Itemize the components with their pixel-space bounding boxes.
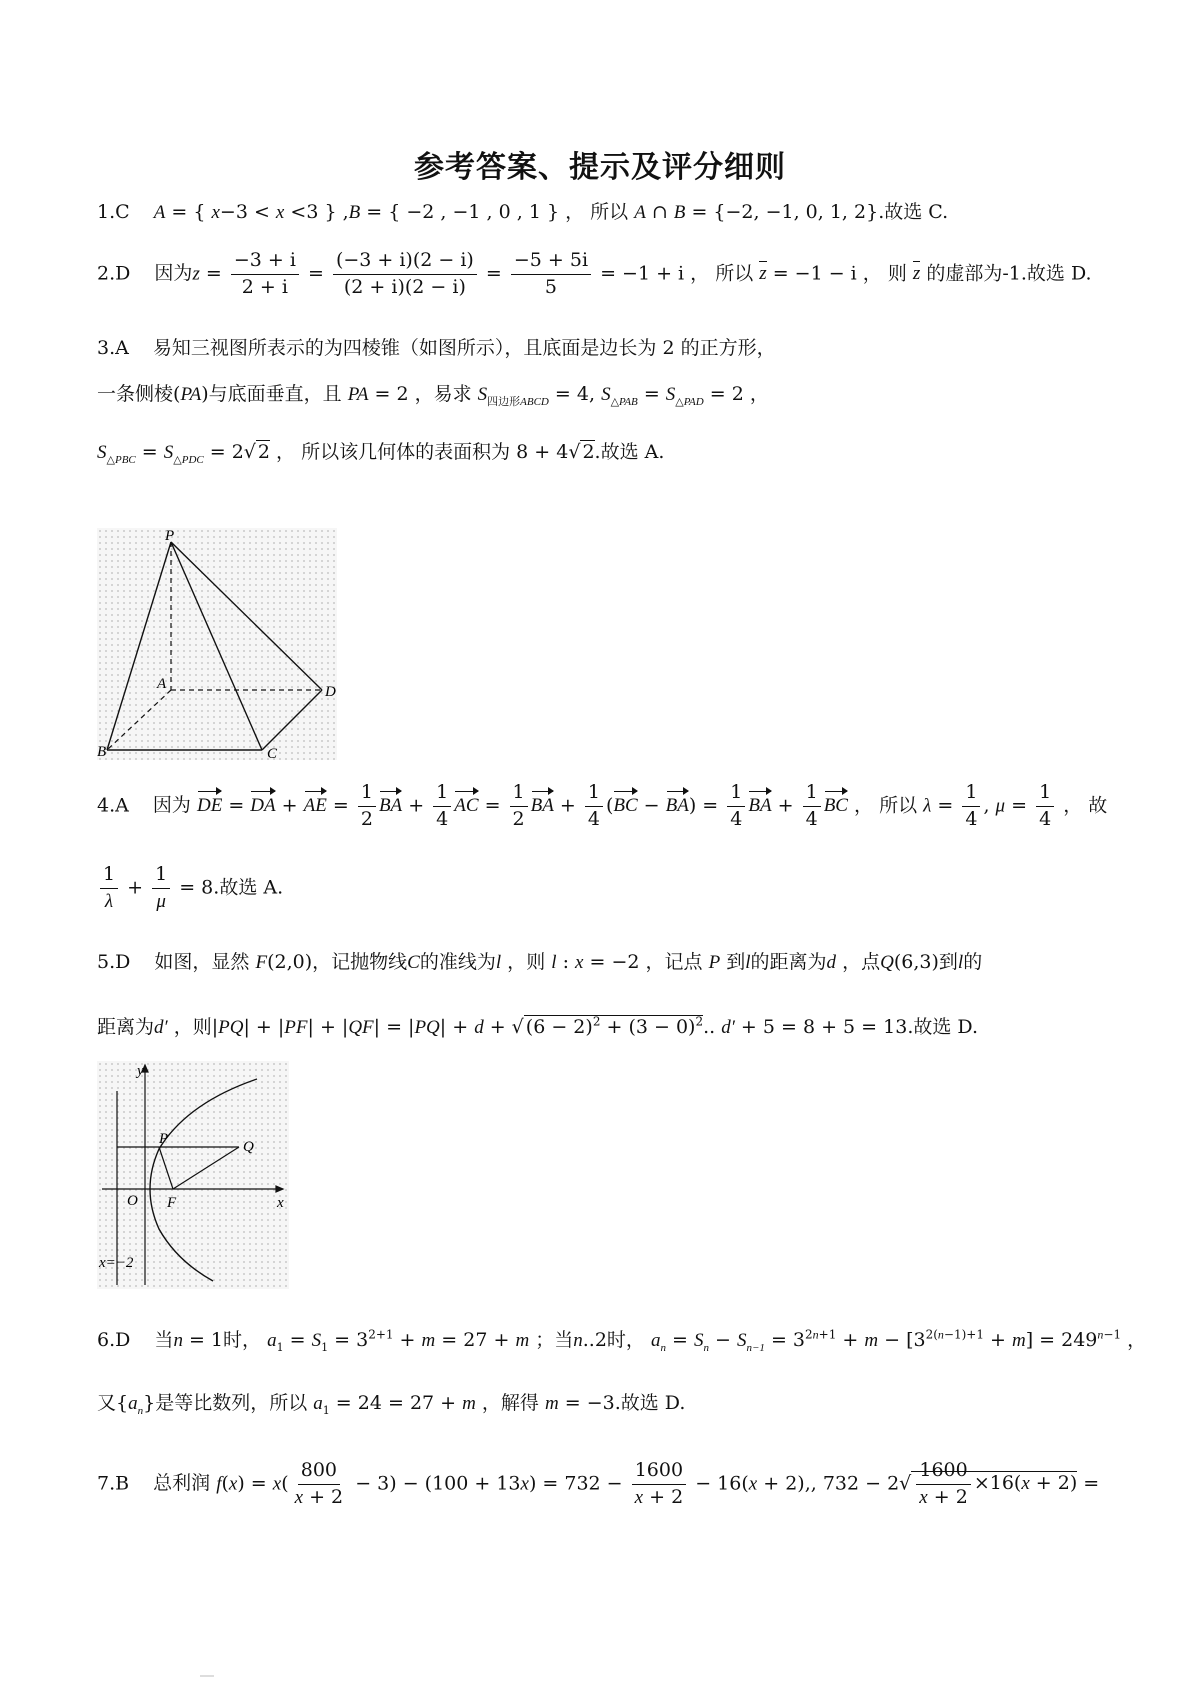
- edge-cd: [262, 690, 322, 750]
- answer-7: 7.B 总利润 f(x) = x( $\frac{800}{x + 2}$ − 3) − (100 + 13x) = 732 − $\frac{1600}{x + 2}$ − 16(x + 2),, 732 − 2√ $\frac{1600}{x + 2}$ ×16(x + 2) =: [97, 1459, 1100, 1508]
- answer-6-line1: 6.D 当n = 1时， $a_1 = S_1 = 3^{2+1} + m = 27 + m$ ；当n..2时， $a_n = S_n - S_{n-1} = 3^{2n+1} + m - [3^{2(n-1)+1} + m] = 249^{n-1}$ ，: [97, 1327, 1147, 1354]
- answer-number: 1.C: [97, 201, 130, 223]
- label-directrix: x=−2: [99, 1255, 134, 1271]
- answer-6-line2: 又$\{a_n\}$是等比数列，所以 $a_1 = 24 = 27 + m$ ，解得 m = −3.故选 D.: [97, 1392, 686, 1417]
- parabola-curve: [150, 1079, 257, 1281]
- answer-1: 1.C A = { x−3 < x <3 } ,B = { −2 , −1 , 0 , 1 } ， 所以 A ∩ B = {−2, −1, 0, 1, 2}.故选 C.: [97, 201, 949, 223]
- pyramid-diagram: [97, 528, 337, 760]
- segment-pf: [159, 1147, 173, 1189]
- answer-5-line1: 5.D 如图，显然 F(2,0)，记抛物线C的准线为l ，则 l : x = −2 ，记点 P 到l的距离为d ，点Q(6,3)到l的: [97, 951, 983, 973]
- edge-pb: [107, 542, 171, 750]
- answer-2: 2.D 因为z = $\frac{-3 + i}{2 + i}$ = $\frac{(-3 + i)(2 - i)}{(2 + i)(2 - i)}$ = $\frac{-5 + 5i}{5}$ = −1 + i ， 所以 z = −1 − i ， 则 z 的虚部为-1.故选 D.: [97, 249, 1092, 298]
- answer-4-cont: $\frac{1}{\lambda}$ + $\frac{1}{\mu}$ = 8.故选 A.: [97, 864, 283, 913]
- label-d: D: [325, 684, 336, 700]
- label-b: B: [97, 744, 107, 760]
- segment-qf: [173, 1147, 239, 1189]
- label-y: y: [137, 1063, 144, 1079]
- edge-pd: [171, 542, 322, 690]
- label-p: P: [159, 1131, 169, 1147]
- page-footer-mark: [200, 1675, 214, 1677]
- page-title: 参考答案、提示及评分细则: [414, 150, 786, 185]
- parabola-diagram: [97, 1061, 289, 1289]
- parabola-figure: [97, 1061, 289, 1289]
- label-p: P: [165, 528, 175, 544]
- label-c: C: [267, 746, 278, 760]
- label-a: A: [157, 676, 167, 692]
- label-x: x: [277, 1195, 284, 1211]
- label-f: F: [167, 1195, 177, 1211]
- answer-3-line2: 一条侧棱(PA)与底面垂直，且 PA = 2 ，易求 $S_{四边形ABCD} = 4$, $S_{\triangle PAB} = S_{\triangle PAD} = 2$ ，: [97, 383, 769, 408]
- answer-3-line3: $S_{\triangle PBC} = S_{\triangle PDC} = 2√$ 2 ， 所以该几何体的表面积为 8 + 4√ 2.故选 A.: [97, 441, 665, 466]
- answer-4: 4.A 因为 DE = DA + AE = $\frac{1}{2}$ BA + $\frac{1}{4}$ AC = $\frac{1}{2}$ BA + $\frac{1}{4}$ (BC − BA) = $\frac{1}{4}$ BA + $\frac{1}{4}$ BC ， 所以 λ = $\frac{1}{4}$ , μ = $\frac{1}{4}$ ， 故: [97, 781, 1108, 830]
- label-q: Q: [243, 1139, 254, 1155]
- pyramid-figure: [97, 528, 337, 760]
- edge-pc: [171, 542, 262, 750]
- answer-5-line2: 距离为d′ ，则|PQ| + |PF| + |QF| = |PQ| + d + √ $(6 - 2)^2 + (3 - 0)^2$.. d′ + 5 = 8 + 5 = 13.故选 D.: [97, 1014, 979, 1038]
- label-o: O: [127, 1193, 138, 1209]
- x-axis-arrow: [276, 1186, 283, 1192]
- answer-3-line1: 3.A 易知三视图所表示的为四棱锥（如图所示），且底面是边长为 2 的正方形，: [97, 337, 776, 359]
